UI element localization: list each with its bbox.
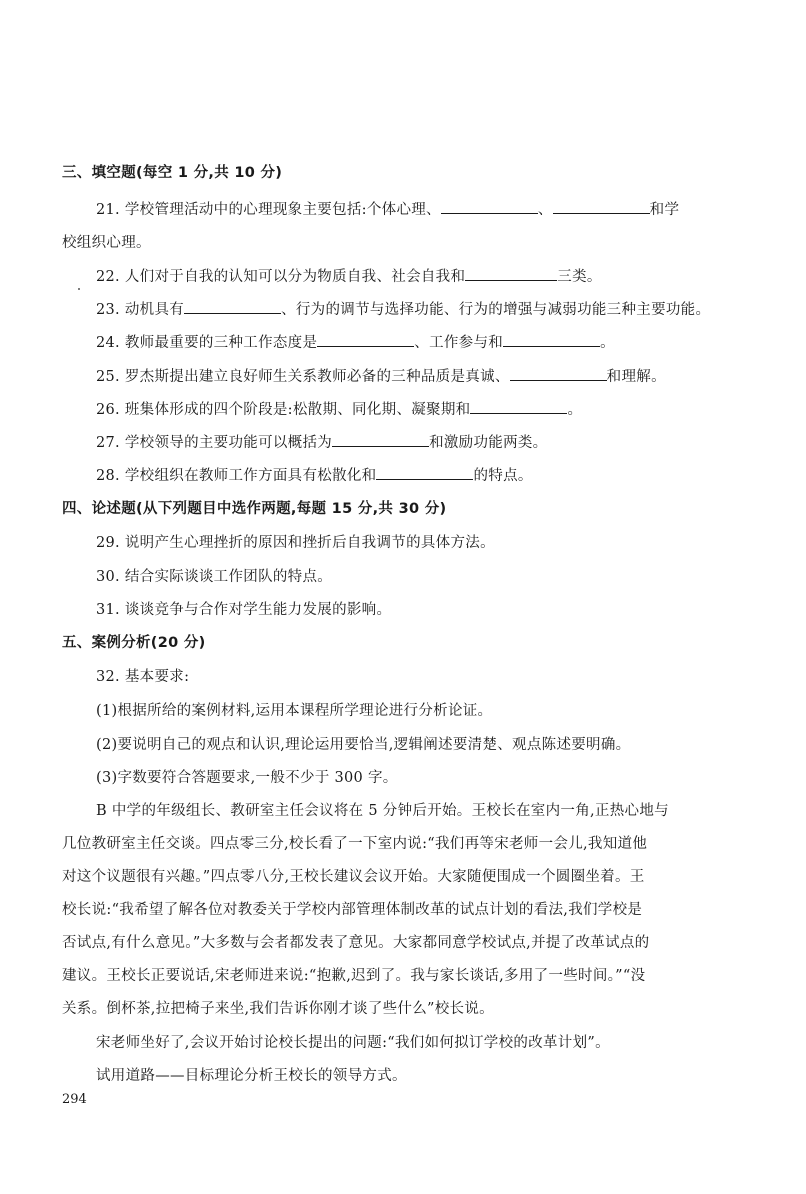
section3-title: 三、填空题(每空 1 分,共 10 分) (62, 165, 283, 181)
q27-text: 27. 学校领导的主要功能可以概括为 (96, 435, 333, 451)
q28-tail: 的特点。 (473, 468, 533, 484)
section5-title: 五、案例分析(20 分) (62, 635, 206, 651)
q28-text: 28. 学校组织在教师工作方面具有松散化和 (96, 468, 377, 484)
question-24 (96, 332, 615, 353)
requirement-1: (1)根据所给的案例材料,运用本课程所学理论进行分析论证。 (96, 703, 493, 719)
scan-speck (78, 288, 80, 290)
section4-title: 四、论述题(从下列题目中选作两题,每题 15 分,共 30 分) (62, 501, 447, 517)
q23-tail: 、行为的调节与选择功能、行为的增强与减弱功能三种主要功能。 (281, 302, 711, 318)
question-29: 29. 说明产生心理挫折的原因和挫折后自我调节的具体方法。 (96, 535, 495, 551)
answer-blank (510, 366, 607, 381)
question-22 (96, 266, 602, 287)
question-21 (96, 199, 679, 220)
q22-text: 22. 人们对于自我的认知可以分为物质自我、社会自我和 (96, 269, 466, 285)
case-line: 对这个议题很有兴趣。”四点零八分,王校长建议会议开始。大家随便围成一个圆圈坐着。王 (62, 869, 645, 885)
q25-tail: 和理解。 (606, 369, 666, 385)
answer-blank (376, 465, 473, 480)
question-32: 32. 基本要求: (96, 669, 190, 685)
question-23 (96, 299, 710, 320)
question-30: 30. 结合实际谈谈工作团队的特点。 (96, 569, 333, 585)
answer-blank (317, 332, 414, 347)
q21-text: 21. 学校管理活动中的心理现象主要包括:个体心理、 (96, 202, 441, 218)
case-line: 校长说:“我希望了解各位对教委关于学校内部管理体制改革的试点计划的看法,我们学校是 (62, 902, 643, 918)
q26-tail: 。 (567, 402, 583, 418)
q22-tail: 三类。 (557, 269, 602, 285)
question-21-cont: 校组织心理。 (62, 235, 151, 251)
answer-blank (441, 199, 538, 214)
answer-blank (553, 199, 650, 214)
answer-blank (470, 399, 567, 414)
q26-text: 26. 班集体形成的四个阶段是:松散期、同化期、凝聚期和 (96, 402, 471, 418)
question-25 (96, 366, 666, 387)
case-line: B 中学的年级组长、教研室主任会议将在 5 分钟后开始。王校长在室内一角,正热心地与 (96, 803, 669, 819)
case-line: 否试点,有什么意见。”大多数与会者都发表了意见。大家都同意学校试点,并提了改革试点的 (62, 935, 650, 951)
q24-tail: 。 (600, 335, 615, 351)
answer-blank (332, 432, 429, 447)
requirement-3: (3)字数要符合答题要求,一般不少于 300 字。 (96, 770, 398, 786)
q27-tail: 和激励功能两类。 (429, 435, 548, 451)
question-26 (96, 399, 582, 420)
case-line: 关系。倒杯茶,拉把椅子来坐,我们告诉你刚才谈了些什么”校长说。 (62, 1001, 494, 1017)
q21-sep: 、 (537, 202, 553, 218)
requirement-2: (2)要说明自己的观点和认识,理论运用要恰当,逻辑阐述要清楚、观点陈述要明确。 (96, 737, 631, 753)
case-line: 建议。王校长正要说话,宋老师进来说:“抱歉,迟到了。我与家长谈话,多用了一些时间。”“没 (62, 968, 646, 984)
case-task: 试用道路——目标理论分析王校长的领导方式。 (96, 1068, 407, 1084)
question-27 (96, 432, 547, 453)
q24-text: 24. 教师最重要的三种工作态度是 (96, 335, 318, 351)
question-31: 31. 谈谈竞争与合作对学生能力发展的影响。 (96, 602, 392, 618)
q25-text: 25. 罗杰斯提出建立良好师生关系教师必备的三种品质是真诚、 (96, 369, 510, 385)
case-line: 几位教研室主任交谈。四点零三分,校长看了一下室内说:“我们再等宋老师一会儿,我知道他 (62, 836, 648, 852)
q24-mid: 、工作参与和 (414, 335, 504, 351)
answer-blank (184, 299, 281, 314)
question-28 (96, 465, 533, 486)
q21-tail: 和学 (649, 202, 680, 218)
page-number: 294 (62, 1092, 87, 1107)
answer-blank (503, 332, 600, 347)
q23-text: 23. 动机具有 (96, 302, 185, 318)
case-paragraph-2: 宋老师坐好了,会议开始讨论校长提出的问题:“我们如何拟订学校的改革计划”。 (96, 1035, 610, 1051)
answer-blank (465, 266, 557, 281)
